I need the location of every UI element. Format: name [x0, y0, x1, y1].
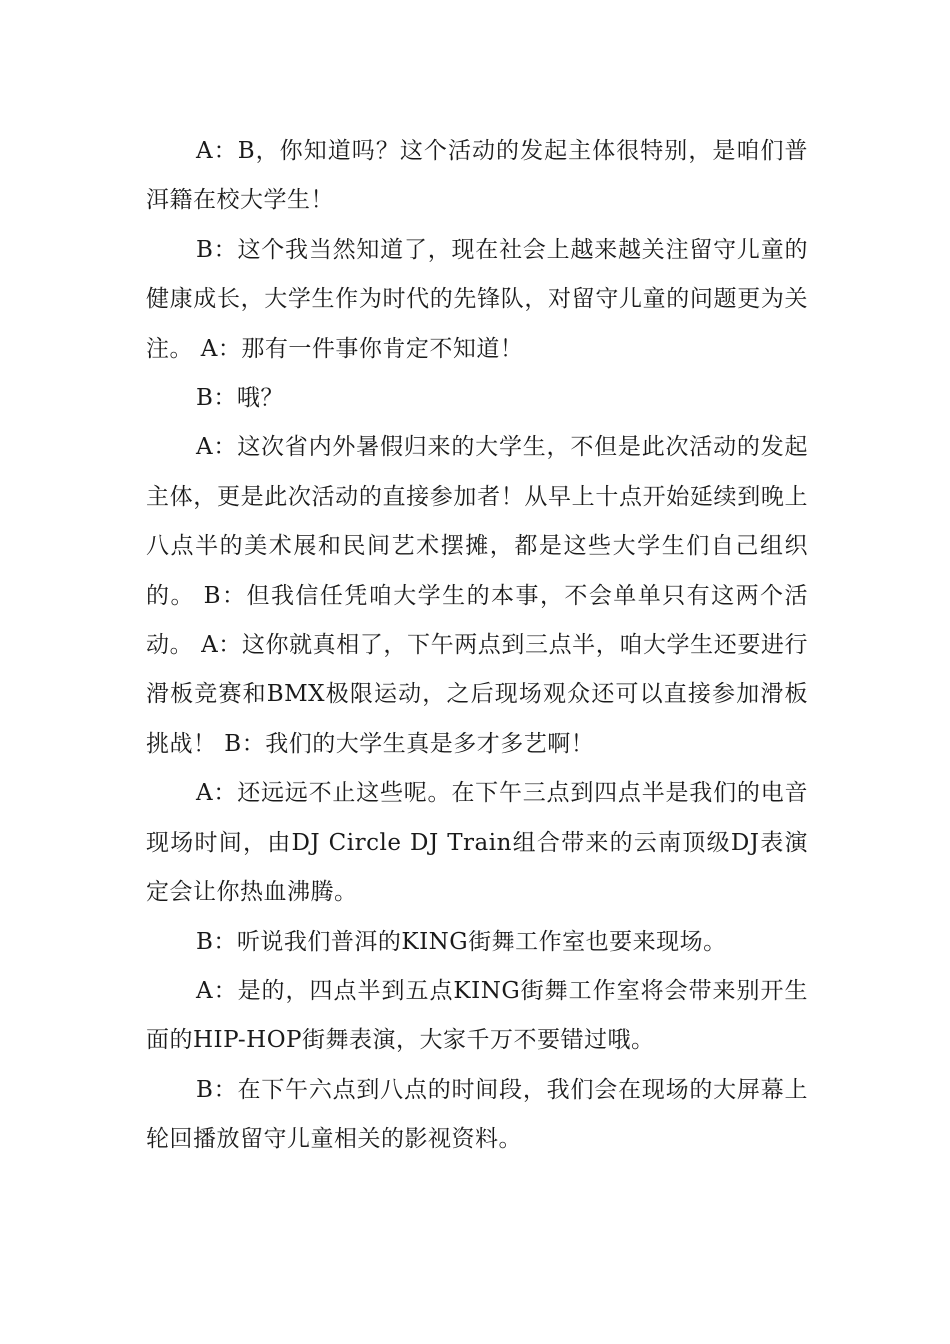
- paragraph: A：这次省内外暑假归来的大学生，不但是此次活动的发起主体，更是此次活动的直接参加者！从早上十点开始延续到晚上八点半的美术展和民间艺术摆摊，都是这些大学生们自己组织的。 B：但我信任凭咱大学生的本事，不会单单只有这两个活动。 A：这你就真相了，下午两点到三点半，咱大学生还要进行滑板竞赛和BMX极限运动，之后现场观众还可以直接参加滑板挑战！ B：我们的大学生真是多才多艺啊！: [146, 434, 808, 757]
- paragraph: A：B，你知道吗？这个活动的发起主体很特别，是咱们普洱籍在校大学生！: [146, 138, 808, 214]
- paragraph: B：这个我当然知道了，现在社会上越来越关注留守儿童的健康成长，大学生作为时代的先锋队，对留守儿童的问题更为关注。 A：那有一件事你肯定不知道！: [146, 236, 808, 362]
- paragraph: B：听说我们普洱的KING街舞工作室也要来现场。: [196, 928, 727, 955]
- paragraph: B：哦？: [196, 385, 284, 412]
- document-body: [146, 127, 808, 1165]
- paragraph: B：在下午六点到八点的时间段，我们会在现场的大屏幕上轮回播放留守儿童相关的影视资料。: [146, 1076, 808, 1153]
- paragraph: A：还远远不止这些呢。在下午三点到四点半是我们的电音现场时间，由DJ Circle DJ Train组合带来的云南顶级DJ表演定会让你热血沸腾。: [146, 780, 808, 906]
- paragraph: A：是的，四点半到五点KING街舞工作室将会带来别开生面的HIP-HOP街舞表演，大家千万不要错过哦。: [146, 977, 808, 1054]
